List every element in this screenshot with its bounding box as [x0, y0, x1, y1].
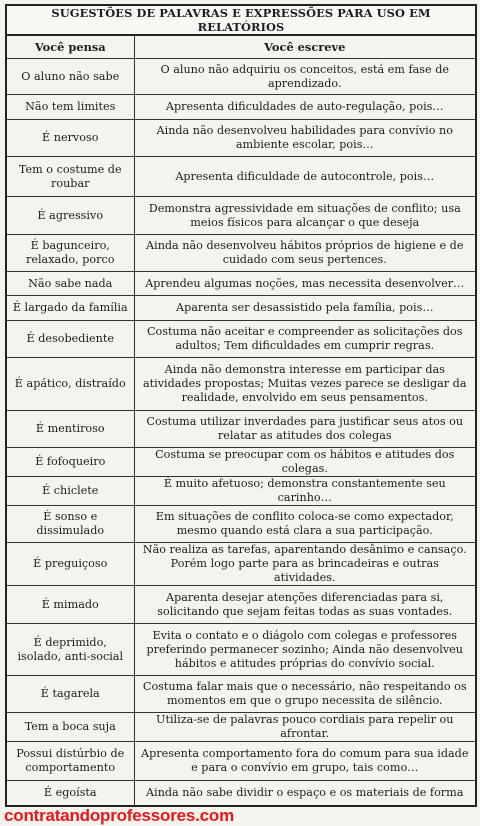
cell-you-write: Apresenta comportamento fora do comum para sua idade e para o convívio em grupo, tais como… — [134, 742, 476, 781]
cell-you-write: Aparenta desejar atenções diferenciadas para si, solicitando que sejam feitas todas as suas vontades. — [134, 586, 476, 624]
table-row — [6, 742, 476, 781]
cell-you-think: É bagunceiro, relaxado, porco — [6, 235, 134, 272]
table-row — [6, 235, 476, 272]
cell-you-think: Tem o costume de roubar — [6, 157, 134, 197]
cell-you-think: É sonso e dissimulado — [6, 506, 134, 543]
table-row — [6, 477, 476, 506]
phrases-table — [5, 4, 477, 807]
cell-you-write: Ainda não desenvolveu habilidades para convívio no ambiente escolar, pois… — [134, 120, 476, 157]
cell-you-write: Evita o contato e o diágolo com colegas e professores preferindo permanecer sozinho; Ainda não desenvolveu hábitos e atitudes próprias do convívio social. — [134, 624, 476, 676]
table-row — [6, 506, 476, 543]
cell-you-think: É nervoso — [6, 120, 134, 157]
table-row — [6, 713, 476, 742]
cell-you-think: O aluno não sabe — [6, 59, 134, 95]
table-row — [6, 157, 476, 197]
table-row — [6, 543, 476, 586]
cell-you-write: Costuma se preocupar com os hábitos e atitudes dos colegas. — [134, 448, 476, 477]
cell-you-write: Apresenta dificuldades de auto-regulação, pois… — [134, 95, 476, 120]
cell-you-write: O aluno não adquiriu os conceitos, está em fase de aprendizado. — [134, 59, 476, 95]
cell-you-write: Aparenta ser desassistido pela família, pois… — [134, 296, 476, 321]
cell-you-think: É fofoqueiro — [6, 448, 134, 477]
column-header-you-think: Você pensa — [6, 35, 134, 59]
cell-you-write: Costuma falar mais que o necessário, não respeitando os momentos em que o grupo necessita de silêncio. — [134, 676, 476, 713]
cell-you-write: Aprendeu algumas noções, mas necessita desenvolver… — [134, 272, 476, 296]
table-row — [6, 624, 476, 676]
cell-you-think: É preguiçoso — [6, 543, 134, 586]
table-row — [6, 358, 476, 411]
cell-you-think: Tem a boca suja — [6, 713, 134, 742]
table-body — [6, 59, 476, 806]
cell-you-write: Costuma utilizar inverdades para justificar seus atos ou relatar as atitudes dos colegas — [134, 411, 476, 448]
site-watermark: contratandoprofessores.com — [4, 806, 235, 825]
cell-you-think: É apático, distraído — [6, 358, 134, 411]
cell-you-think: Não tem limites — [6, 95, 134, 120]
table-row — [6, 781, 476, 806]
cell-you-write: Em situações de conflito coloca-se como expectador, mesmo quando está clara a sua participação. — [134, 506, 476, 543]
table-title: SUGESTÕES DE PALAVRAS E EXPRESSÕES PARA USO EM RELATÓRIOS — [6, 5, 476, 35]
cell-you-think: É tagarela — [6, 676, 134, 713]
cell-you-write: Ainda não sabe dividir o espaço e os materiais de forma — [134, 781, 476, 806]
cell-you-write: É muito afetuoso; demonstra constantemente seu carinho… — [134, 477, 476, 506]
cell-you-think: É agressivo — [6, 197, 134, 235]
table-row — [6, 676, 476, 713]
cell-you-think: É largado da família — [6, 296, 134, 321]
column-header-you-write: Você escreve — [134, 35, 476, 59]
cell-you-write: Demonstra agressividade em situações de conflito; usa meios físicos para alcançar o que deseja — [134, 197, 476, 235]
table-row — [6, 586, 476, 624]
cell-you-write: Não realiza as tarefas, aparentando desânimo e cansaço. Porém logo parte para as brincadeiras e outras atividades. — [134, 543, 476, 586]
table-row — [6, 59, 476, 95]
table-row — [6, 120, 476, 157]
cell-you-write: Ainda não demonstra interesse em participar das atividades propostas; Muitas vezes parece se desligar da realidade, envolvido em seus pensamentos. — [134, 358, 476, 411]
cell-you-think: Não sabe nada — [6, 272, 134, 296]
table-row — [6, 197, 476, 235]
cell-you-think: Possui distúrbio de comportamento — [6, 742, 134, 781]
cell-you-think: É egoísta — [6, 781, 134, 806]
cell-you-think: É deprimido, isolado, anti-social — [6, 624, 134, 676]
cell-you-write: Utiliza-se de palavras pouco cordiais para repelir ou afrontar. — [134, 713, 476, 742]
table-row — [6, 95, 476, 120]
cell-you-think: É chiclete — [6, 477, 134, 506]
report-phrases-sheet — [5, 4, 475, 807]
cell-you-write: Apresenta dificuldade de autocontrole, pois… — [134, 157, 476, 197]
cell-you-write: Ainda não desenvolveu hábitos próprios de higiene e de cuidado com seus pertences. — [134, 235, 476, 272]
cell-you-think: É mentiroso — [6, 411, 134, 448]
table-row — [6, 321, 476, 358]
cell-you-think: É mimado — [6, 586, 134, 624]
table-row — [6, 411, 476, 448]
table-row — [6, 448, 476, 477]
cell-you-write: Costuma não aceitar e compreender as solicitações dos adultos; Tem dificuldades em cumprir regras. — [134, 321, 476, 358]
table-row — [6, 296, 476, 321]
cell-you-think: É desobediente — [6, 321, 134, 358]
table-row — [6, 272, 476, 296]
